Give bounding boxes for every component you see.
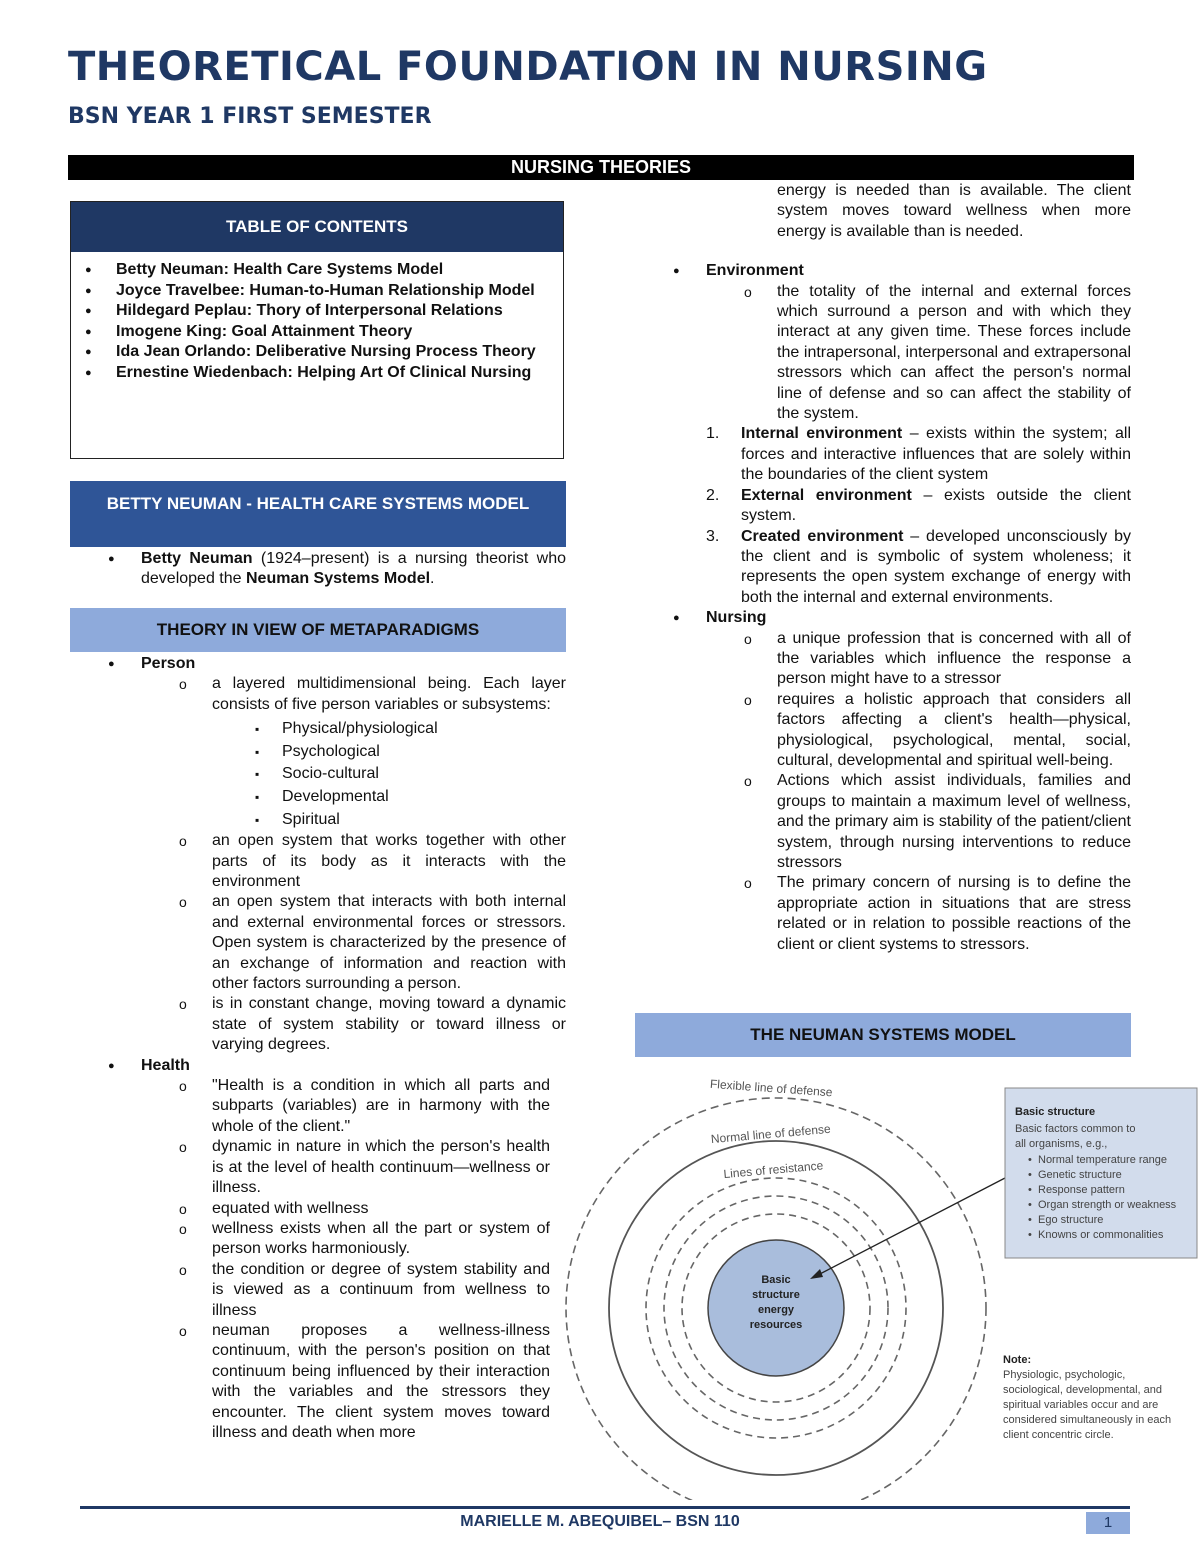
document-subtitle: BSN YEAR 1 FIRST SEMESTER <box>68 104 432 129</box>
list-item <box>70 1137 566 1198</box>
item-term: Internal environment <box>741 425 903 443</box>
note-line: client concentric circle. <box>1003 1429 1114 1441</box>
circle-bullet-icon: o <box>744 630 752 647</box>
basic-box-intro: all organisms, e.g., <box>1015 1138 1108 1150</box>
list-item <box>70 741 566 764</box>
note-line: spiritual variables occur and are <box>1003 1399 1159 1411</box>
list-item <box>635 690 1131 772</box>
circle-bullet-icon: o <box>179 996 187 1013</box>
bullet-icon: • <box>1028 1169 1032 1181</box>
bullet-icon: • <box>1028 1229 1032 1241</box>
basic-box-item: Ego structure <box>1038 1214 1104 1226</box>
core-label: Basic <box>761 1274 791 1286</box>
metaparadigms-heading: THEORY IN VIEW OF METAPARADIGMS <box>70 608 566 652</box>
item-number: 2. <box>706 486 720 504</box>
pointer-arrow <box>816 1178 1005 1276</box>
left-column <box>70 549 566 590</box>
bullet-icon: ● <box>108 658 115 670</box>
list-item <box>70 674 566 715</box>
circle-bullet-icon: o <box>179 1078 187 1095</box>
item-text: a unique profession that is concerned with all of the variables which influence the response a person might have to a stressor <box>777 629 1131 688</box>
nursing-label-text: Nursing <box>706 609 767 627</box>
continuation-text: energy is needed than is available. The client system moves toward wellness when more energy is available than is needed. <box>777 182 1131 240</box>
item-text: a layered multidimensional being. Each layer consists of five person variables or subsystems: <box>212 675 566 713</box>
circle-bullet-icon: o <box>744 283 752 300</box>
list-item <box>70 892 566 994</box>
bullet-icon: ● <box>673 265 680 278</box>
item-text: – developed unconsciously by the client and is symbolic of system wholeness; it represents the open system exchange of energy with both the internal and external environments. <box>741 527 1131 606</box>
list-item <box>70 718 566 741</box>
circle-bullet-icon: o <box>179 1261 187 1278</box>
neuman-intro <box>70 549 566 590</box>
page-number: 1 <box>1086 1512 1130 1534</box>
list-item <box>635 873 1131 955</box>
basic-box-item: Knowns or commonalities <box>1038 1229 1164 1241</box>
bullet-icon: ● <box>108 1059 115 1072</box>
item-text: neuman proposes a wellness-illness continuum, with the person's position on that continuum being influenced by their interaction with the variables and the stressors they encounter. The client system moves toward illness and death when more <box>212 1321 550 1441</box>
item-text: Actions which assist individuals, families and groups to maintain a maximum level of wellness, and the primary aim is stability of the patient/client system, through nursing interventions to reduce stressors <box>777 772 1131 871</box>
bullet-icon: • <box>1028 1154 1032 1166</box>
list-item <box>70 1199 566 1219</box>
model-name: Neuman Systems Model <box>245 570 431 588</box>
circle-bullet-icon: o <box>744 773 752 790</box>
note-line: considered simultaneously in each <box>1003 1414 1172 1426</box>
health-label <box>70 1056 566 1076</box>
environment-label <box>635 261 1131 281</box>
theorist-name: Betty Neuman <box>141 550 253 567</box>
item-text: the totality of the internal and external forces which surround a person and with which they interact at any given time. These forces include the intrapersonal, interpersonal and extrapersonal stressors which can affect the person's normal line of defense and so can affect the stability of the system. <box>777 282 1131 423</box>
table-of-contents <box>70 201 564 459</box>
basic-box-item: Normal temperature range <box>1038 1154 1168 1166</box>
circle-bullet-icon: o <box>179 1200 187 1217</box>
core-label: energy <box>757 1304 795 1316</box>
item-text: – exists within the system; all forces and interactive influences that are solely within the boundaries of the client system <box>741 425 1131 484</box>
health-label-text: Health <box>141 1056 190 1074</box>
list-item <box>70 1076 566 1137</box>
toc-item[interactable]: ● Imogene King: Goal Attainment Theory <box>71 322 553 343</box>
circle-bullet-icon: o <box>179 894 187 911</box>
neuman-model-diagram <box>560 1066 1200 1500</box>
bullet-icon: • <box>1028 1214 1032 1226</box>
list-item <box>70 809 566 832</box>
toc-item[interactable]: ● Hildegard Peplau: Thory of Interpersonal Relations <box>71 301 553 322</box>
numbered-item <box>635 424 1131 485</box>
neuman-heading: BETTY NEUMAN - HEALTH CARE SYSTEMS MODEL <box>70 481 566 547</box>
toc-item[interactable]: ● Ernestine Wiedenbach: Helping Art Of Clinical Nursing <box>71 363 553 384</box>
square-bullet-icon: ▪ <box>255 722 260 737</box>
normal-line-label: Normal line of defense <box>710 1121 832 1147</box>
item-text: Developmental <box>282 788 389 805</box>
bullet-icon: ● <box>108 553 115 565</box>
item-text: equated with wellness <box>212 1199 369 1217</box>
item-number: 3. <box>706 527 720 545</box>
circle-bullet-icon: o <box>744 691 752 708</box>
bullet-icon: • <box>1028 1199 1032 1211</box>
item-text: requires a holistic approach that considers all factors affecting a client's health—physical, physiological, psychological, mental, social, cultural, developmental and spiritual well-being. <box>777 690 1131 769</box>
basic-box-title: Basic structure <box>1015 1106 1096 1118</box>
toc-heading: TABLE OF CONTENTS <box>71 202 563 252</box>
item-text: wellness exists when all the part or system of person works harmoniously. <box>212 1219 550 1258</box>
list-item <box>70 786 566 809</box>
circle-bullet-icon: o <box>179 676 187 693</box>
note-line: Physiologic, psychologic, <box>1003 1369 1126 1381</box>
list-item <box>635 771 1131 873</box>
item-text: dynamic in nature in which the person's health is at the level of health continuum—wellness or illness. <box>212 1138 550 1197</box>
item-text: Socio-cultural <box>282 765 379 783</box>
list-item <box>70 1219 566 1260</box>
basic-box-item: Organ strength or weakness <box>1038 1199 1177 1211</box>
circle-bullet-icon: o <box>744 875 752 892</box>
list-item <box>635 282 1131 425</box>
square-bullet-icon: ▪ <box>255 812 260 827</box>
intro-text: (1924–present) is a nursing theorist who developed the <box>141 550 567 588</box>
document-title: THEORETICAL FOUNDATION IN NURSING <box>68 44 988 90</box>
core-label: structure <box>752 1289 800 1301</box>
core-label: resources <box>749 1319 803 1331</box>
person-label <box>70 654 566 674</box>
list-item <box>70 1321 566 1443</box>
item-text: an open system that interacts with both internal and external environmental forces or stressors. Open system is characterized by the presence of an exchange of information and reaction with other factors surrounding a person. <box>212 893 566 993</box>
item-term: External environment <box>741 486 912 504</box>
item-text: the condition or degree of system stability and is viewed as a continuum from wellness to illness <box>212 1260 550 1319</box>
basic-box-item: Genetic structure <box>1038 1169 1122 1181</box>
footer-author: MARIELLE M. ABEQUIBEL– BSN 110 <box>460 1513 740 1530</box>
item-text: an open system that works together with other parts of its body as it interacts with the environment <box>212 832 566 890</box>
list-item <box>70 1260 566 1321</box>
list-item <box>635 629 1131 690</box>
environment-label-text: Environment <box>706 262 804 280</box>
numbered-item <box>635 486 1131 527</box>
note-line: sociological, developmental, and <box>1003 1384 1162 1396</box>
toc-item[interactable]: ● Joyce Travelbee: Human-to-Human Relationship Model <box>71 281 553 302</box>
metaparadigm-person-health <box>70 654 566 1443</box>
item-text: Psychological <box>282 742 380 760</box>
item-text: The primary concern of nursing is to define the appropriate action in situations that are stress related or in relation to possible reactions of the client or client systems to stressors. <box>777 874 1131 953</box>
circle-bullet-icon: o <box>179 833 187 850</box>
system-model-heading: THE NEUMAN SYSTEMS MODEL <box>635 1013 1131 1057</box>
nursing-label <box>635 608 1131 628</box>
section-bar: NURSING THEORIES <box>68 155 1134 180</box>
person-label-text: Person <box>141 655 196 672</box>
list-item <box>70 994 566 1055</box>
numbered-item <box>635 527 1131 609</box>
bullet-icon: ● <box>673 612 680 625</box>
item-number: 1. <box>706 425 720 443</box>
item-text: "Health is a condition in which all parts and subparts (variables) are in harmony with the whole of the client." <box>212 1077 550 1135</box>
toc-item[interactable]: ● Betty Neuman: Health Care Systems Model <box>71 260 553 281</box>
right-column <box>635 181 1131 955</box>
item-text: is in constant change, moving toward a dynamic state of system stability or toward illness or varying degrees. <box>212 995 566 1054</box>
square-bullet-icon: ▪ <box>255 767 260 782</box>
item-text: – exists outside the client system. <box>741 486 1131 525</box>
toc-item[interactable]: ● Ida Jean Orlando: Deliberative Nursing Process Theory <box>71 342 553 363</box>
footer-divider <box>80 1506 1130 1509</box>
list-item <box>70 763 566 786</box>
intro-end: . <box>430 570 435 588</box>
circle-bullet-icon: o <box>179 1322 187 1339</box>
item-term: Created environment <box>741 527 904 545</box>
flexible-line-label: Flexible line of defense <box>709 1076 833 1100</box>
note-title: Note: <box>1003 1354 1032 1366</box>
basic-box-item: Response pattern <box>1038 1184 1125 1196</box>
item-text: Spiritual <box>282 810 340 828</box>
circle-bullet-icon: o <box>179 1139 187 1156</box>
list-item <box>70 831 566 892</box>
basic-box-intro: Basic factors common to <box>1015 1123 1136 1135</box>
bullet-icon: • <box>1028 1184 1032 1196</box>
square-bullet-icon: ▪ <box>255 790 260 804</box>
resistance-label: Lines of resistance <box>722 1158 824 1182</box>
circle-bullet-icon: o <box>179 1220 187 1237</box>
square-bullet-icon: ▪ <box>255 744 260 759</box>
item-text: Physical/physiological <box>282 720 438 738</box>
